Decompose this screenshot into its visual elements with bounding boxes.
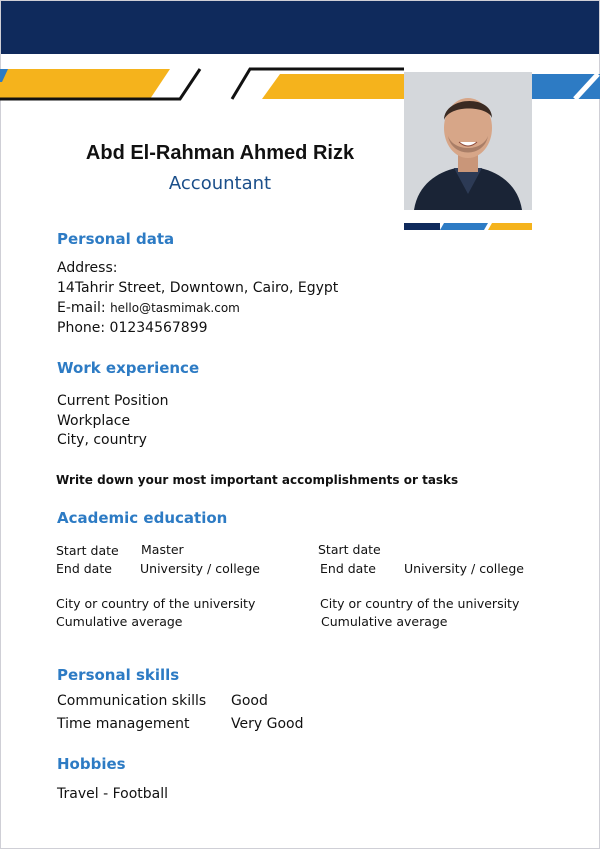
- email-value: hello@tasmimak.com: [110, 301, 240, 315]
- skill-level: Good: [231, 693, 268, 709]
- address-value: 14Tahrir Street, Downtown, Cairo, Egypt: [57, 280, 339, 296]
- email-label: E-mail:: [57, 300, 106, 316]
- work-location: City, country: [57, 432, 147, 448]
- work-experience-heading: Work experience: [57, 359, 200, 377]
- candidate-name: Abd El-Rahman Ahmed Rizk: [85, 142, 355, 164]
- skill-name: Time management: [57, 716, 190, 732]
- personal-data-heading: Personal data: [57, 230, 175, 248]
- photo-accent-bar: [404, 223, 532, 230]
- hobbies-text: Travel - Football: [57, 786, 168, 802]
- edu-left-institution: University / college: [140, 561, 260, 576]
- academic-education-heading: Academic education: [57, 509, 228, 527]
- skill-level: Very Good: [231, 716, 304, 732]
- workplace: Workplace: [57, 413, 131, 429]
- hobbies-heading: Hobbies: [57, 755, 126, 773]
- skill-name: Communication skills: [57, 693, 207, 709]
- edu-right-end-label: End date: [320, 561, 376, 576]
- edu-left-city: City or country of the university: [56, 596, 256, 611]
- edu-left-degree: Master: [141, 542, 184, 557]
- edu-left-end-label: End date: [56, 561, 112, 576]
- address-label: Address:: [57, 260, 118, 276]
- current-position: Current Position: [57, 393, 169, 409]
- personal-skills-heading: Personal skills: [57, 666, 180, 684]
- edu-right-start-label: Start date: [318, 542, 381, 557]
- edu-right-average: Cumulative average: [321, 614, 448, 629]
- email-row: [57, 300, 240, 316]
- edu-right-institution: University / college: [404, 561, 524, 576]
- phone-value: Phone: 01234567899: [57, 320, 208, 336]
- accomplishments-text: Write down your most important accomplishments or tasks: [56, 473, 459, 487]
- job-title: Accountant: [168, 173, 272, 194]
- edu-right-city: City or country of the university: [320, 596, 520, 611]
- edu-left-start-label: Start date: [56, 543, 119, 558]
- header-bar: [1, 1, 599, 54]
- edu-left-average: Cumulative average: [56, 614, 183, 629]
